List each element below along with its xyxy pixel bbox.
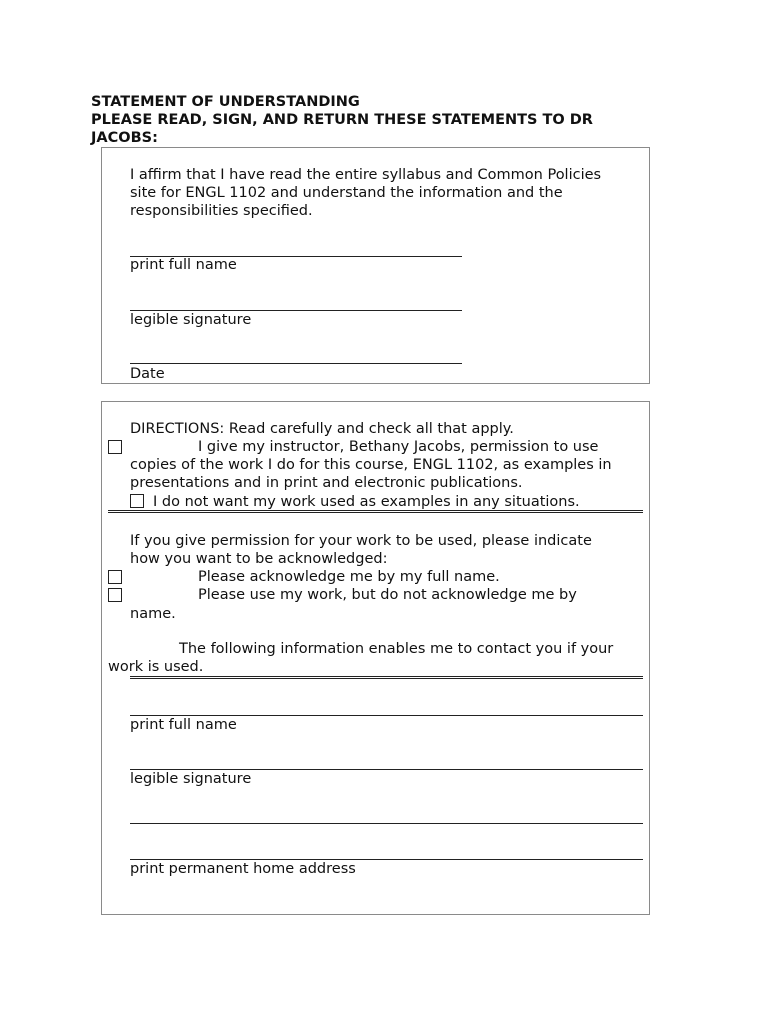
contact-intro-line2: work is used. [108,659,204,675]
form-instruction: PLEASE READ, SIGN, AND RETURN THESE STATEMENTS TO DR [91,112,593,128]
name-label: print full name [130,257,237,273]
section-divider [108,510,643,513]
permission-allow-line2: copies of the work I do for this course, ENGL 1102, as examples in [130,457,612,473]
affirmation-text-line1: I affirm that I have read the entire syllabus and Common Policies [130,167,602,183]
permission-allow-line3: presentations and in print and electronic publications. [130,475,523,491]
date-label: Date [130,366,165,382]
contact-name-label: print full name [130,717,237,733]
contact-signature-label: legible signature [130,771,252,787]
acknowledge-full-name-label: Please acknowledge me by my full name. [198,569,500,585]
affirmation-text-line3: responsibilities specified. [130,203,313,219]
directions-text: DIRECTIONS: Read carefully and check all that apply. [130,421,514,437]
acknowledge-anonymous-line1: Please use my work, but do not acknowledge me by [198,587,577,603]
acknowledge-anonymous-line2: name. [130,606,176,622]
permission-allow-checkbox[interactable] [108,440,122,454]
contact-intro-line1: The following information enables me to contact you if your [179,641,614,657]
permission-allow-line1: I give my instructor, Bethany Jacobs, permission to use [198,439,599,455]
address-line-1[interactable] [130,823,643,824]
acknowledge-intro-line1: If you give permission for your work to be used, please indicate [130,533,592,549]
signature-label: legible signature [130,312,252,328]
affirmation-text-line2: site for ENGL 1102 and understand the information and the [130,185,563,201]
contact-divider [130,676,643,679]
form-title: STATEMENT OF UNDERSTANDING [91,94,360,110]
permission-deny-checkbox[interactable] [130,494,144,508]
form-instruction-continued: JACOBS: [91,130,158,146]
acknowledge-intro-line2: how you want to be acknowledged: [130,551,388,567]
date-line[interactable] [130,363,462,364]
permission-deny-label: I do not want my work used as examples in any situations. [153,494,580,510]
address-label: print permanent home address [130,861,356,877]
acknowledge-anonymous-checkbox[interactable] [108,588,122,602]
acknowledge-full-name-checkbox[interactable] [108,570,122,584]
